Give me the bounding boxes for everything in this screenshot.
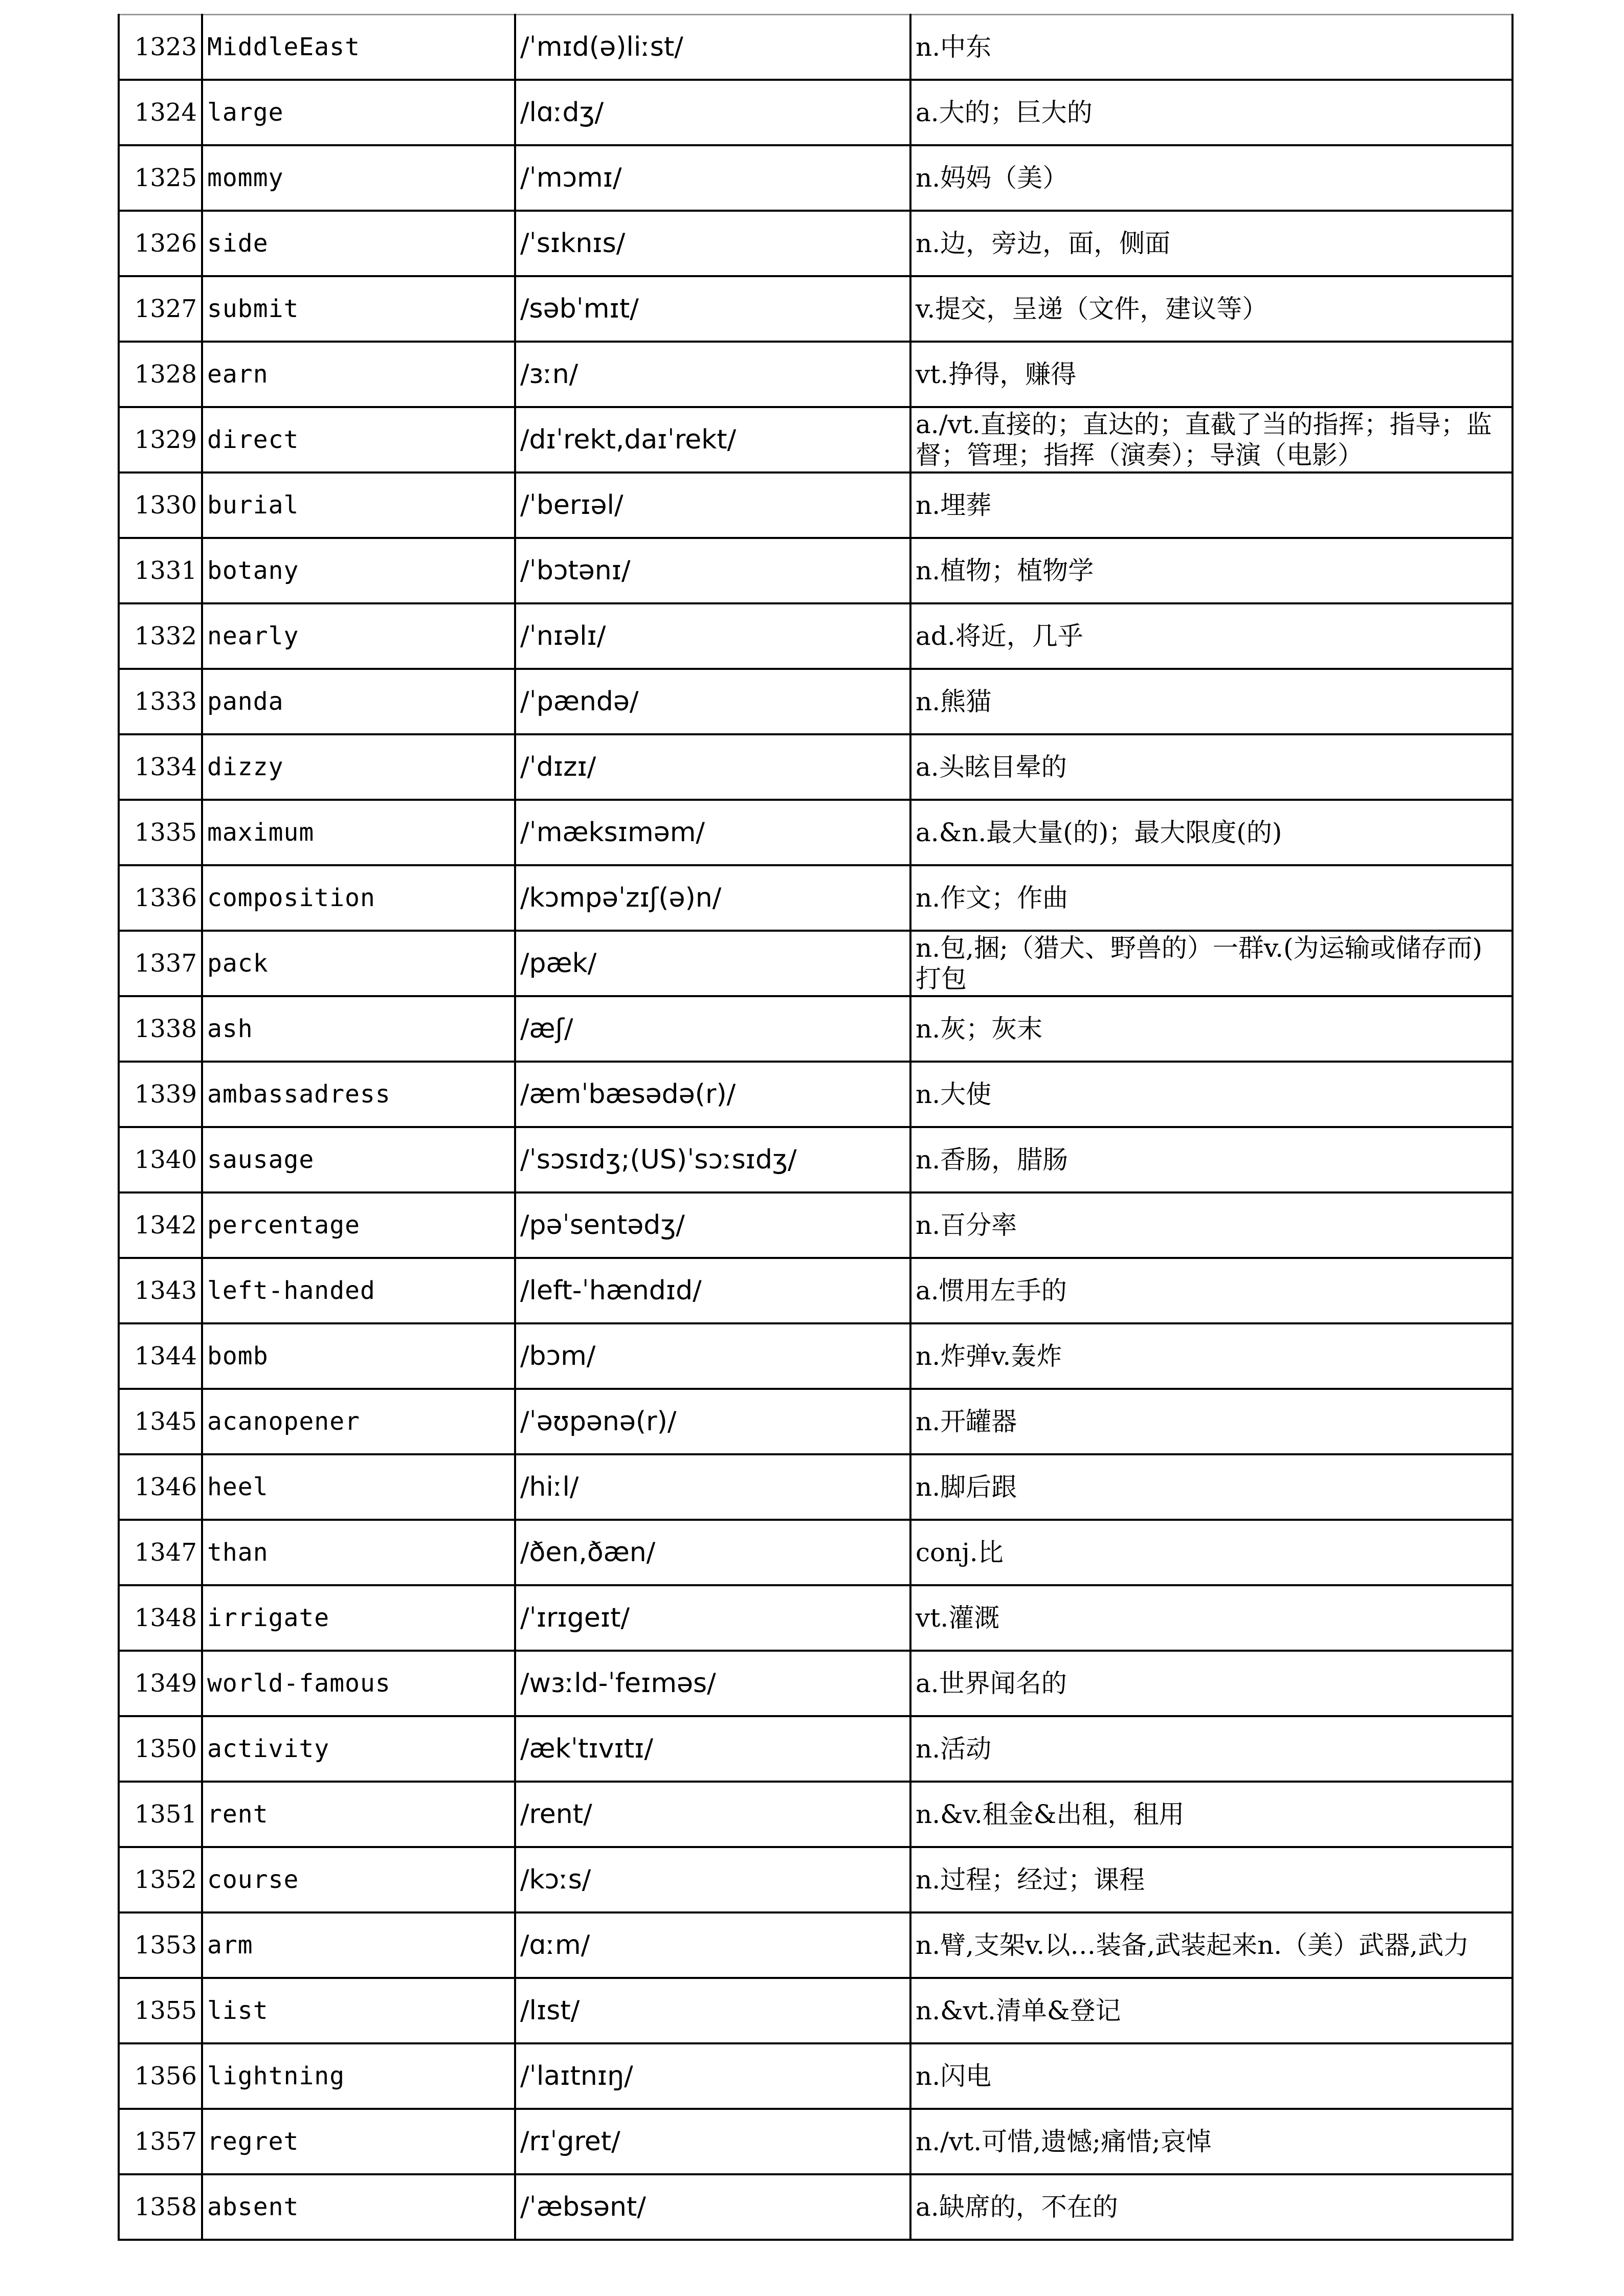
entry-number: 1327 — [119, 276, 202, 342]
entry-number: 1343 — [119, 1258, 202, 1323]
entry-number: 1335 — [119, 800, 202, 865]
entry-number: 1328 — [119, 342, 202, 407]
entry-number: 1340 — [119, 1127, 202, 1192]
entry-word: earn — [202, 342, 515, 407]
entry-definition: n./vt.可惜,遗憾;痛惜;哀悼 — [910, 2109, 1512, 2174]
entry-definition: n.炸弹v.轰炸 — [910, 1323, 1512, 1389]
table-row — [119, 538, 1512, 603]
entry-word: rent — [202, 1782, 515, 1847]
table-row — [119, 1716, 1512, 1782]
entry-word: large — [202, 80, 515, 145]
entry-word: direct — [202, 407, 515, 472]
entry-word: activity — [202, 1716, 515, 1782]
entry-word: heel — [202, 1454, 515, 1520]
entry-word: regret — [202, 2109, 515, 2174]
table-row — [119, 2174, 1512, 2240]
table-row — [119, 1192, 1512, 1258]
entry-word: course — [202, 1847, 515, 1912]
entry-word: arm — [202, 1912, 515, 1978]
entry-definition: n.灰；灰末 — [910, 996, 1512, 1062]
entry-word: mommy — [202, 145, 515, 211]
entry-pronunciation: /ˈəʊpənə(r)/ — [515, 1389, 910, 1454]
entry-pronunciation: /ɑːm/ — [515, 1912, 910, 1978]
entry-definition: n.闪电 — [910, 2043, 1512, 2109]
entry-number: 1342 — [119, 1192, 202, 1258]
entry-word: sausage — [202, 1127, 515, 1192]
entry-pronunciation: /lɪst/ — [515, 1978, 910, 2043]
table-row — [119, 472, 1512, 538]
entry-pronunciation: /ˈdɪzɪ/ — [515, 734, 910, 800]
entry-pronunciation: /left-ˈhændɪd/ — [515, 1258, 910, 1323]
entry-word: MiddleEast — [202, 15, 515, 80]
entry-number: 1358 — [119, 2174, 202, 2240]
entry-pronunciation: /rent/ — [515, 1782, 910, 1847]
entry-pronunciation: /dɪˈrekt,daɪˈrekt/ — [515, 407, 910, 472]
entry-number: 1349 — [119, 1651, 202, 1716]
table-row — [119, 865, 1512, 931]
table-row — [119, 1782, 1512, 1847]
entry-pronunciation: /kɔːs/ — [515, 1847, 910, 1912]
entry-word: list — [202, 1978, 515, 2043]
vocabulary-table — [118, 14, 1514, 2241]
entry-pronunciation: /ɜːn/ — [515, 342, 910, 407]
entry-number: 1352 — [119, 1847, 202, 1912]
entry-number: 1325 — [119, 145, 202, 211]
table-row — [119, 276, 1512, 342]
entry-pronunciation: /ˈnɪəlɪ/ — [515, 603, 910, 669]
table-row — [119, 2109, 1512, 2174]
entry-word: burial — [202, 472, 515, 538]
entry-definition: a.&n.最大量(的)；最大限度(的) — [910, 800, 1512, 865]
entry-definition: a.世界闻名的 — [910, 1651, 1512, 1716]
table-row — [119, 1585, 1512, 1651]
entry-pronunciation: /ˈmæksɪməm/ — [515, 800, 910, 865]
entry-word: panda — [202, 669, 515, 734]
entry-number: 1356 — [119, 2043, 202, 2109]
entry-pronunciation: /ækˈtɪvɪtɪ/ — [515, 1716, 910, 1782]
entry-definition: ad.将近，几乎 — [910, 603, 1512, 669]
entry-pronunciation: /ˈmɪd(ə)liːst/ — [515, 15, 910, 80]
table-row — [119, 800, 1512, 865]
entry-definition: n.熊猫 — [910, 669, 1512, 734]
entry-definition: n.香肠，腊肠 — [910, 1127, 1512, 1192]
table-row — [119, 603, 1512, 669]
entry-pronunciation: /æʃ/ — [515, 996, 910, 1062]
table-row — [119, 669, 1512, 734]
entry-pronunciation: /kɔmpəˈzɪʃ(ə)n/ — [515, 865, 910, 931]
entry-pronunciation: /ðen,ðæn/ — [515, 1520, 910, 1585]
entry-pronunciation: /səbˈmɪt/ — [515, 276, 910, 342]
entry-definition: vt.灌溉 — [910, 1585, 1512, 1651]
entry-number: 1348 — [119, 1585, 202, 1651]
table-row — [119, 734, 1512, 800]
entry-definition: conj.比 — [910, 1520, 1512, 1585]
entry-definition: n.开罐器 — [910, 1389, 1512, 1454]
table-row — [119, 1651, 1512, 1716]
entry-pronunciation: /lɑːdʒ/ — [515, 80, 910, 145]
entry-definition: n.脚后跟 — [910, 1454, 1512, 1520]
entry-definition: v.提交，呈递（文件，建议等） — [910, 276, 1512, 342]
table-row — [119, 342, 1512, 407]
entry-definition: n.活动 — [910, 1716, 1512, 1782]
entry-number: 1344 — [119, 1323, 202, 1389]
entry-word: than — [202, 1520, 515, 1585]
entry-pronunciation: /rɪˈgret/ — [515, 2109, 910, 2174]
entry-definition: n.过程；经过；课程 — [910, 1847, 1512, 1912]
entry-word: ash — [202, 996, 515, 1062]
table-row — [119, 1847, 1512, 1912]
table-row — [119, 80, 1512, 145]
entry-number: 1350 — [119, 1716, 202, 1782]
entry-pronunciation: /ˈsɔsɪdʒ;(US)ˈsɔːsɪdʒ/ — [515, 1127, 910, 1192]
entry-pronunciation: /ˈberɪəl/ — [515, 472, 910, 538]
entry-definition: a.惯用左手的 — [910, 1258, 1512, 1323]
entry-word: ambassadress — [202, 1062, 515, 1127]
entry-number: 1324 — [119, 80, 202, 145]
entry-definition: n.妈妈（美） — [910, 145, 1512, 211]
entry-definition: n.边，旁边，面，侧面 — [910, 211, 1512, 276]
entry-word: lightning — [202, 2043, 515, 2109]
entry-definition: n.作文；作曲 — [910, 865, 1512, 931]
entry-definition: n.大使 — [910, 1062, 1512, 1127]
entry-pronunciation: /ˈbɔtənɪ/ — [515, 538, 910, 603]
entry-number: 1346 — [119, 1454, 202, 1520]
entry-definition: a.大的；巨大的 — [910, 80, 1512, 145]
entry-definition: n.植物；植物学 — [910, 538, 1512, 603]
entry-number: 1338 — [119, 996, 202, 1062]
entry-pronunciation: /bɔm/ — [515, 1323, 910, 1389]
entry-number: 1345 — [119, 1389, 202, 1454]
entry-definition: n.臂,支架v.以…装备,武装起来n.（美）武器,武力 — [910, 1912, 1512, 1978]
entry-definition: n.中东 — [910, 15, 1512, 80]
entry-definition: a./vt.直接的；直达的；直截了当的指挥；指导；监督；管理；指挥（演奏）；导演（电影） — [910, 407, 1512, 472]
entry-word: irrigate — [202, 1585, 515, 1651]
entry-pronunciation: /pæk/ — [515, 931, 910, 996]
entry-word: side — [202, 211, 515, 276]
entry-word: botany — [202, 538, 515, 603]
entry-pronunciation: /ˈsɪknɪs/ — [515, 211, 910, 276]
entry-pronunciation: /ˈlaɪtnɪŋ/ — [515, 2043, 910, 2109]
table-row — [119, 211, 1512, 276]
entry-word: percentage — [202, 1192, 515, 1258]
table-row — [119, 1127, 1512, 1192]
entry-number: 1323 — [119, 15, 202, 80]
entry-word: world-famous — [202, 1651, 515, 1716]
entry-number: 1357 — [119, 2109, 202, 2174]
entry-word: left-handed — [202, 1258, 515, 1323]
table-row — [119, 1454, 1512, 1520]
entry-definition: n.埋葬 — [910, 472, 1512, 538]
entry-pronunciation: /ˈpændə/ — [515, 669, 910, 734]
table-row — [119, 1062, 1512, 1127]
entry-word: bomb — [202, 1323, 515, 1389]
entry-number: 1334 — [119, 734, 202, 800]
entry-pronunciation: /hiːl/ — [515, 1454, 910, 1520]
entry-definition: vt.挣得，赚得 — [910, 342, 1512, 407]
entry-word: dizzy — [202, 734, 515, 800]
entry-word: nearly — [202, 603, 515, 669]
entry-number: 1336 — [119, 865, 202, 931]
entry-pronunciation: /pəˈsentədʒ/ — [515, 1192, 910, 1258]
entry-pronunciation: /ˈmɔmɪ/ — [515, 145, 910, 211]
entry-pronunciation: /ˈɪrɪgeɪt/ — [515, 1585, 910, 1651]
entry-number: 1330 — [119, 472, 202, 538]
entry-number: 1331 — [119, 538, 202, 603]
table-row — [119, 145, 1512, 211]
table-row — [119, 2043, 1512, 2109]
table-row — [119, 1389, 1512, 1454]
entry-definition: n.百分率 — [910, 1192, 1512, 1258]
entry-number: 1351 — [119, 1782, 202, 1847]
table-row — [119, 15, 1512, 80]
entry-definition: a.缺席的，不在的 — [910, 2174, 1512, 2240]
entry-number: 1347 — [119, 1520, 202, 1585]
entry-pronunciation: /æmˈbæsədə(r)/ — [515, 1062, 910, 1127]
entry-number: 1353 — [119, 1912, 202, 1978]
entry-number: 1332 — [119, 603, 202, 669]
entry-word: absent — [202, 2174, 515, 2240]
table-row — [119, 1323, 1512, 1389]
table-row — [119, 1520, 1512, 1585]
entry-number: 1355 — [119, 1978, 202, 2043]
table-row — [119, 931, 1512, 996]
table-row — [119, 407, 1512, 472]
table-row — [119, 1258, 1512, 1323]
entry-pronunciation: /wɜːld-ˈfeɪməs/ — [515, 1651, 910, 1716]
entry-number: 1333 — [119, 669, 202, 734]
entry-word: maximum — [202, 800, 515, 865]
entry-definition: n.&v.租金&出租，租用 — [910, 1782, 1512, 1847]
entry-number: 1337 — [119, 931, 202, 996]
table-row — [119, 996, 1512, 1062]
vocabulary-table-body — [119, 15, 1512, 2240]
entry-definition: n.&vt.清单&登记 — [910, 1978, 1512, 2043]
entry-number: 1339 — [119, 1062, 202, 1127]
table-row — [119, 1978, 1512, 2043]
entry-number: 1326 — [119, 211, 202, 276]
entry-word: acanopener — [202, 1389, 515, 1454]
table-row — [119, 1912, 1512, 1978]
entry-word: submit — [202, 276, 515, 342]
entry-pronunciation: /ˈæbsənt/ — [515, 2174, 910, 2240]
entry-number: 1329 — [119, 407, 202, 472]
entry-definition: n.包,捆;（猎犬、野兽的）一群v.(为运输或储存而)打包 — [910, 931, 1512, 996]
entry-definition: a.头眩目晕的 — [910, 734, 1512, 800]
entry-word: pack — [202, 931, 515, 996]
entry-word: composition — [202, 865, 515, 931]
